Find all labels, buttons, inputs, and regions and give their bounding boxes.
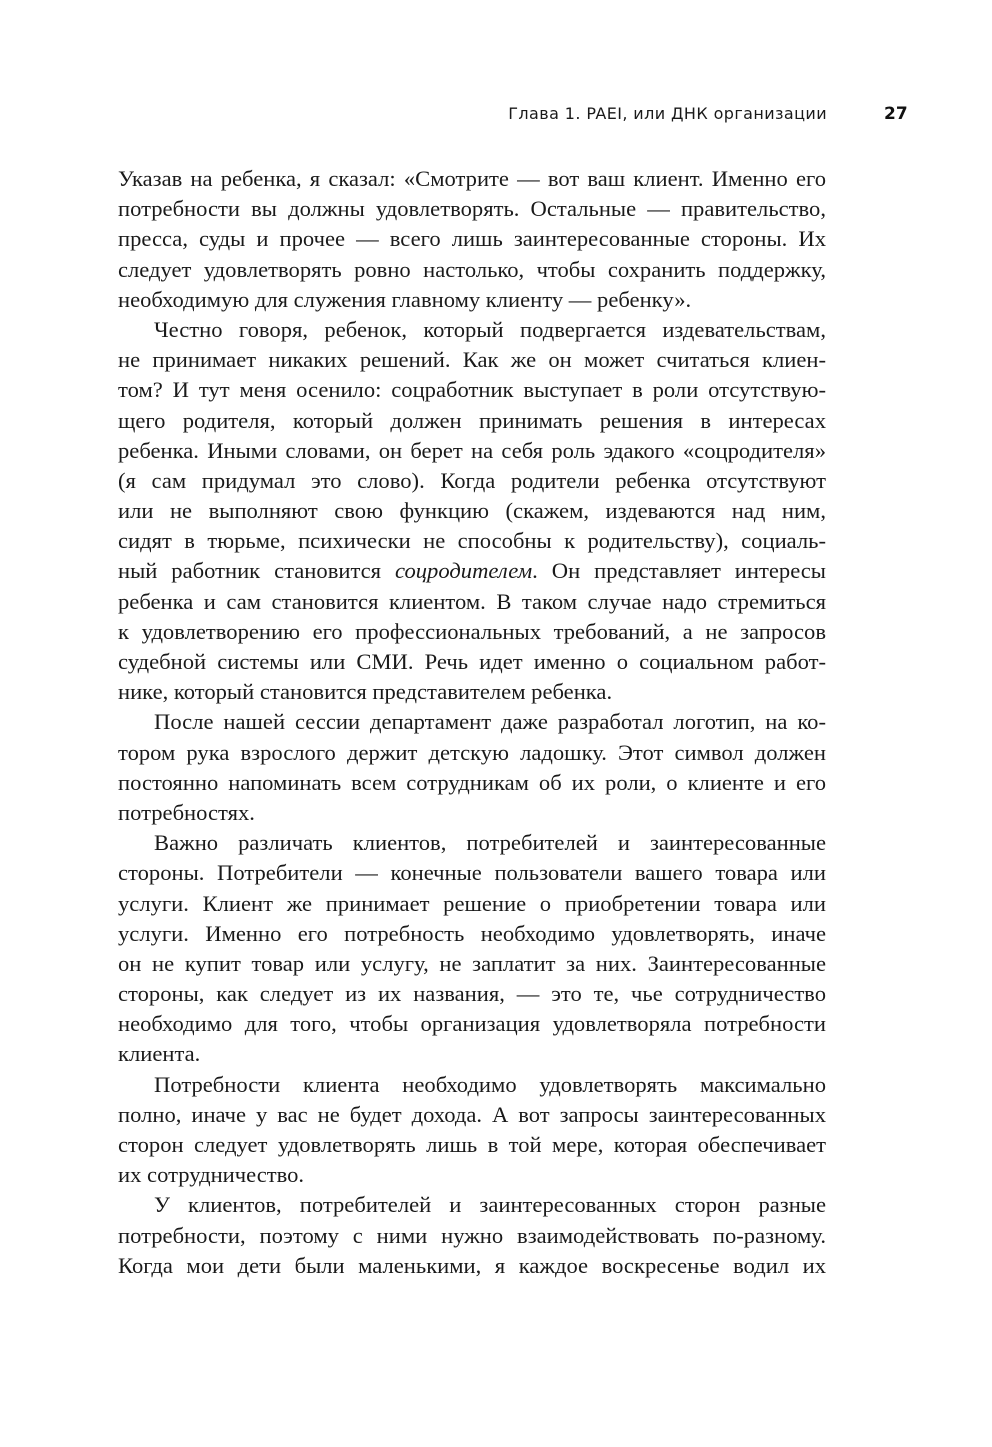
text-line: тором рука взрослого держит детскую ладошку. Этот символ должен [118,739,826,765]
text-line: их сотрудничество. [118,1162,305,1188]
text-line: том? И тут меня осенило: соцработник выступает в роли отсутствую- [118,377,826,403]
text-line: к удовлетворению его профессиональных требований, а не запросов [118,618,826,644]
text-line: потребности, поэтому с ними нужно взаимодействовать по-разному. [118,1222,826,1248]
paragraph [118,707,826,828]
text-line: Потребности клиента необходимо удовлетворять максимально [154,1071,826,1097]
paragraph [118,828,826,1070]
text-line: сидят в тюрьме, психически не способны к родительству), социаль- [118,528,826,554]
text-line: У клиентов, потребителей и заинтересованных сторон разные [154,1192,826,1218]
text-line: ребенка и сам становится клиентом. В таком случае надо стремиться [118,588,826,614]
text-line: щего родителя, который должен принимать решения в интересах [118,407,826,433]
body-text [118,164,826,1281]
text-line: потребностях. [118,799,255,825]
text-line [118,556,826,586]
text-line: он не купит товар или услугу, не заплатит за них. Заинтересованные [118,950,826,976]
text-line: (я сам придумал это слово). Когда родители ребенка отсутствуют [118,467,826,493]
running-head [0,104,992,130]
text-line: судебной системы или СМИ. Речь идет именно о социальном работ- [118,649,826,674]
text-line: не принимает никаких решений. Как же он может считаться клиен- [118,347,826,373]
chapter-title: Глава 1. PAEI, или ДНК организации [508,104,827,123]
text-line: сторон следует удовлетворять лишь в той мере, которая обеспечивает [118,1132,826,1157]
text-line: Честно говоря, ребенок, который подвергается издевательствам, [154,316,826,342]
text-line: ребенка. Иными словами, он берет на себя роль эдакого «соцродителя» [118,437,826,463]
paragraph [118,315,826,707]
italic-term: соцродителем [394,558,533,584]
paragraph [118,1190,826,1281]
page-number: 27 [884,104,908,124]
text-line: нике, который становится представителем ребенка. [118,679,613,705]
text-line: После нашей сессии департамент даже разработал логотип, на ко- [154,709,826,735]
text-run: . Он представляет интересы [532,558,826,584]
text-line: Важно различать клиентов, потребителей и заинтересованные [154,830,826,856]
text-line: стороны. Потребители — конечные пользователи вашего товара или [118,860,826,886]
text-line: пресса, суды и прочее — всего лишь заинтересованные стороны. Их [118,226,826,252]
text-run: ный работник становится [118,558,395,584]
paragraph [118,1070,826,1191]
text-line: услуги. Клиент же принимает решение о приобретении товара или [118,890,826,916]
text-line: полно, иначе у вас не будет дохода. А вот запросы заинтересованных [118,1101,826,1127]
text-line: потребности вы должны удовлетворять. Остальные — правительство, [118,196,826,222]
text-line: услуги. Именно его потребность необходимо удовлетворять, иначе [118,920,826,946]
paragraph [118,164,826,315]
text-line: постоянно напоминать всем сотрудникам об их роли, о клиенте и его [118,769,826,795]
text-line: клиента. [118,1041,201,1067]
text-line: стороны, как следует из их названия, — это те, чье сотрудничество [118,981,826,1007]
text-line: Указав на ребенка, я сказал: «Смотрите — вот ваш клиент. Именно его [118,166,826,191]
text-line: необходимую для служения главному клиенту — ребенку». [118,286,692,312]
text-line: необходимо для того, чтобы организация удовлетворяла потребности [118,1011,826,1037]
text-line: или не выполняют свою функцию (скажем, издеваются над ним, [118,498,826,524]
text-line: следует удовлетворять ровно настолько, чтобы сохранить поддержку, [118,256,826,282]
text-line: Когда мои дети были маленькими, я каждое воскресенье водил их [118,1252,826,1278]
